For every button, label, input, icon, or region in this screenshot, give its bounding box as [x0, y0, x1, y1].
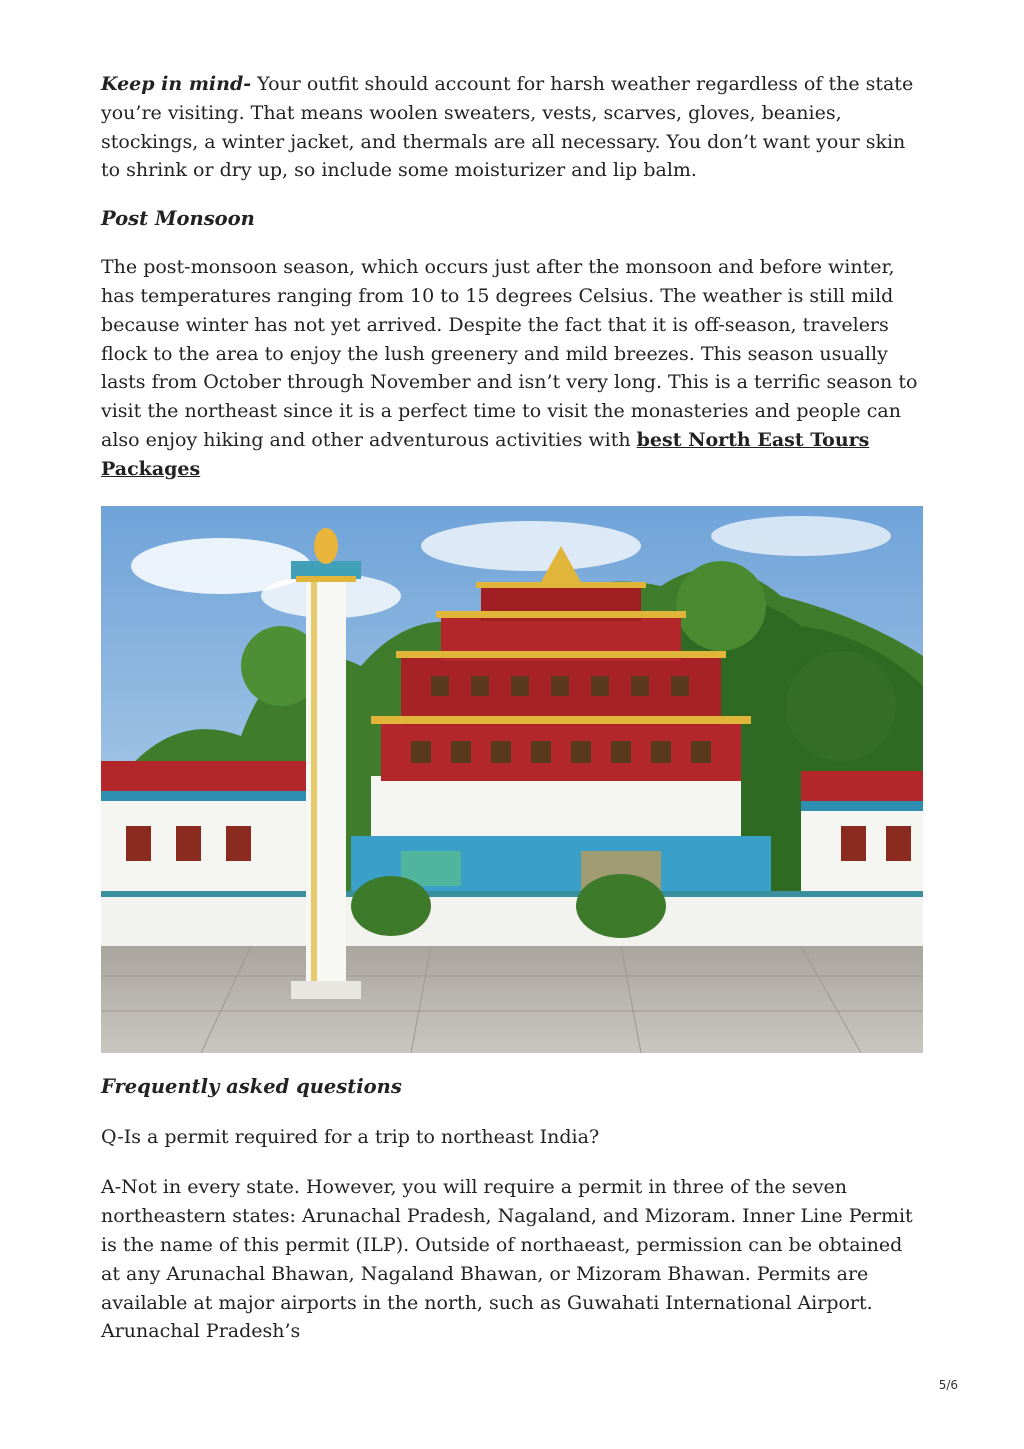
keep-in-mind-text: Your outfit should account for harsh weather regardless of the state you’re visiting. That means woolen sweaters, vests, scarves, gloves, beanies, stockings, a winter jacket, and thermals are all necessary. You don’t want your skin to shrink or dry up, so include some moisturizer and lip balm.: [101, 73, 914, 182]
page-number: 5/6: [938, 1378, 958, 1392]
faq-heading: Frequently asked questions: [101, 1074, 402, 1098]
post-monsoon-text: The post-monsoon season, which occurs just after the monsoon and before winter, has temperatures ranging from 10 to 15 degrees Celsius. The weather is still mild because winter has not yet arrived. Despite the fact that it is off-season, travelers flock to the area to enjoy the lush greenery and mild breezes. This season usually lasts from October through November and isn’t very long. This is a terrific season to visit the northeast since it is a perfect time to visit the monasteries and people can also enjoy hiking and other adventurous activities with: [101, 256, 918, 451]
post-monsoon-paragraph: [101, 253, 923, 483]
monastery-photo: [101, 506, 923, 1053]
faq-question: Q-Is a permit required for a trip to northeast India?: [101, 1125, 600, 1148]
post-monsoon-heading: Post Monsoon: [101, 207, 255, 231]
keep-in-mind-label: Keep in mind-: [101, 73, 252, 95]
faq-answer: A-Not in every state. However, you will require a permit in three of the seven northeastern states: Arunachal Pradesh, Nagaland, and Mizoram. Inner Line Permit is the name of this permit (ILP). Outside of northaeast, permission can be obtained at any Arunachal Bhawan, Nagaland Bhawan, or Mizoram Bhawan. Permits are available at major airports in the north, such as Guwahati International Airport. Arunachal Pradesh’s: [101, 1176, 913, 1343]
keep-in-mind-paragraph: [101, 70, 923, 185]
tours-packages-link[interactable]: best North East Tours Packages: [101, 428, 870, 480]
article-body: [101, 70, 923, 1346]
